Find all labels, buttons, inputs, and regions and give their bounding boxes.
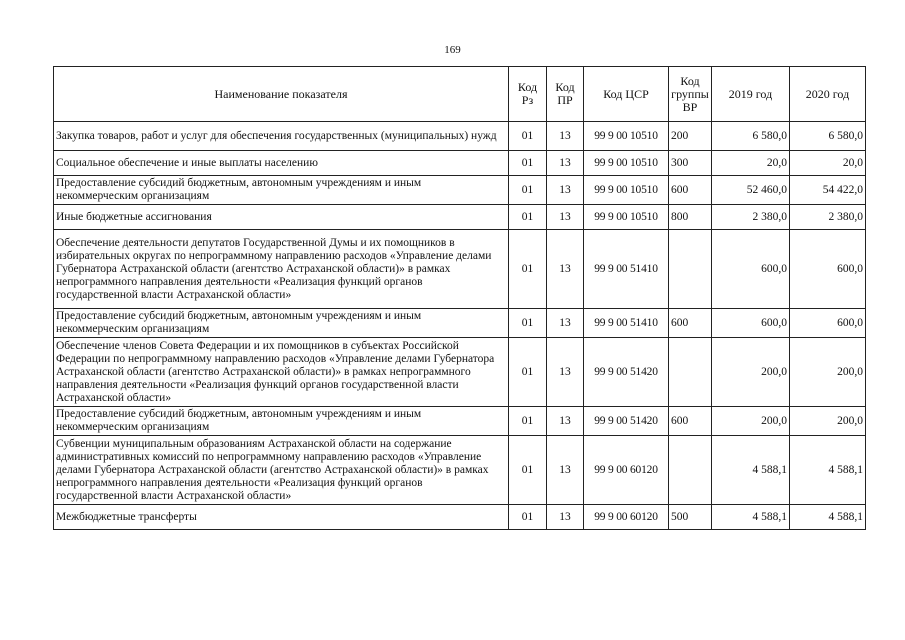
cell-csr: 99 9 00 51410 — [584, 230, 669, 309]
cell-name: Предоставление субсидий бюджетным, автономным учреждениям и иным некоммерческим организациям — [54, 309, 509, 338]
cell-csr: 99 9 00 10510 — [584, 176, 669, 205]
cell-2019: 600,0 — [712, 230, 790, 309]
cell-pr: 13 — [547, 151, 584, 176]
table-row — [54, 122, 866, 151]
cell-2020: 6 580,0 — [790, 122, 866, 151]
table-row — [54, 309, 866, 338]
cell-csr: 99 9 00 10510 — [584, 205, 669, 230]
cell-rz: 01 — [509, 338, 547, 407]
cell-name: Обеспечение членов Совета Федерации и их помощников в субъектах Российской Федерации по непрограммному направлению расходов «Управление делами Губернатора Астраханской области (агентство Астраханской области)» в рамках непрограммного направления деятельности «Реализация функций органов государственной власти Астраханской области» — [54, 338, 509, 407]
cell-rz: 01 — [509, 309, 547, 338]
cell-2019: 4 588,1 — [712, 505, 790, 530]
cell-vr: 600 — [669, 309, 712, 338]
cell-pr: 13 — [547, 309, 584, 338]
cell-2019: 600,0 — [712, 309, 790, 338]
cell-rz: 01 — [509, 176, 547, 205]
budget-table — [53, 66, 866, 530]
cell-2020: 4 588,1 — [790, 505, 866, 530]
cell-name: Межбюджетные трансферты — [54, 505, 509, 530]
cell-name: Закупка товаров, работ и услуг для обеспечения государственных (муниципальных) нужд — [54, 122, 509, 151]
cell-2020: 20,0 — [790, 151, 866, 176]
table-header-row — [54, 67, 866, 122]
cell-rz: 01 — [509, 230, 547, 309]
cell-2020: 200,0 — [790, 407, 866, 436]
cell-2019: 20,0 — [712, 151, 790, 176]
cell-csr: 99 9 00 51410 — [584, 309, 669, 338]
cell-pr: 13 — [547, 176, 584, 205]
cell-pr: 13 — [547, 407, 584, 436]
table-row — [54, 407, 866, 436]
header-csr: Код ЦСР — [584, 67, 669, 122]
cell-pr: 13 — [547, 230, 584, 309]
cell-csr: 99 9 00 10510 — [584, 151, 669, 176]
cell-name: Предоставление субсидий бюджетным, автономным учреждениям и иным некоммерческим организациям — [54, 176, 509, 205]
cell-name: Иные бюджетные ассигнования — [54, 205, 509, 230]
cell-pr: 13 — [547, 205, 584, 230]
cell-csr: 99 9 00 51420 — [584, 407, 669, 436]
table-row — [54, 505, 866, 530]
cell-rz: 01 — [509, 122, 547, 151]
cell-2019: 52 460,0 — [712, 176, 790, 205]
table-row — [54, 338, 866, 407]
cell-rz: 01 — [509, 436, 547, 505]
cell-vr — [669, 436, 712, 505]
cell-csr: 99 9 00 60120 — [584, 505, 669, 530]
cell-name: Обеспечение деятельности депутатов Государственной Думы и их помощников в избирательных округах по непрограммному направлению расходов «Управление делами Губернатора Астраханской области (агентство Астраханской области)» в рамках непрограммного направления деятельности «Реализация функций органов государственной власти Астраханской области» — [54, 230, 509, 309]
cell-2019: 2 380,0 — [712, 205, 790, 230]
cell-rz: 01 — [509, 505, 547, 530]
cell-vr — [669, 230, 712, 309]
cell-name: Предоставление субсидий бюджетным, автономным учреждениям и иным некоммерческим организациям — [54, 407, 509, 436]
cell-2020: 600,0 — [790, 230, 866, 309]
table-row — [54, 176, 866, 205]
cell-vr: 500 — [669, 505, 712, 530]
cell-pr: 13 — [547, 505, 584, 530]
cell-vr: 300 — [669, 151, 712, 176]
cell-2019: 6 580,0 — [712, 122, 790, 151]
cell-2020: 54 422,0 — [790, 176, 866, 205]
cell-vr — [669, 338, 712, 407]
table-row — [54, 230, 866, 309]
header-name: Наименование показателя — [54, 67, 509, 122]
cell-pr: 13 — [547, 338, 584, 407]
cell-2019: 4 588,1 — [712, 436, 790, 505]
cell-name: Субвенции муниципальным образованиям Астраханской области на содержание административных комиссий по непрограммному направлению расходов «Управление делами Губернатора Астраханской области (агентство Астраханской области)» в рамках непрограммного направления деятельности «Реализация функций органов государственной власти Астраханской области» — [54, 436, 509, 505]
header-2020: 2020 год — [790, 67, 866, 122]
table-row — [54, 205, 866, 230]
header-pr: Код ПР — [547, 67, 584, 122]
table-row — [54, 436, 866, 505]
cell-2019: 200,0 — [712, 338, 790, 407]
cell-2020: 4 588,1 — [790, 436, 866, 505]
cell-pr: 13 — [547, 122, 584, 151]
cell-csr: 99 9 00 51420 — [584, 338, 669, 407]
cell-pr: 13 — [547, 436, 584, 505]
table-row — [54, 151, 866, 176]
cell-rz: 01 — [509, 205, 547, 230]
header-vr: Код группы ВР — [669, 67, 712, 122]
cell-2020: 200,0 — [790, 338, 866, 407]
cell-name: Социальное обеспечение и иные выплаты населению — [54, 151, 509, 176]
page-number: 169 — [444, 44, 461, 56]
cell-vr: 200 — [669, 122, 712, 151]
header-2019: 2019 год — [712, 67, 790, 122]
cell-csr: 99 9 00 60120 — [584, 436, 669, 505]
cell-vr: 600 — [669, 407, 712, 436]
cell-vr: 600 — [669, 176, 712, 205]
cell-2020: 2 380,0 — [790, 205, 866, 230]
cell-2020: 600,0 — [790, 309, 866, 338]
cell-csr: 99 9 00 10510 — [584, 122, 669, 151]
header-rz: Код Рз — [509, 67, 547, 122]
cell-rz: 01 — [509, 151, 547, 176]
cell-vr: 800 — [669, 205, 712, 230]
cell-2019: 200,0 — [712, 407, 790, 436]
cell-rz: 01 — [509, 407, 547, 436]
